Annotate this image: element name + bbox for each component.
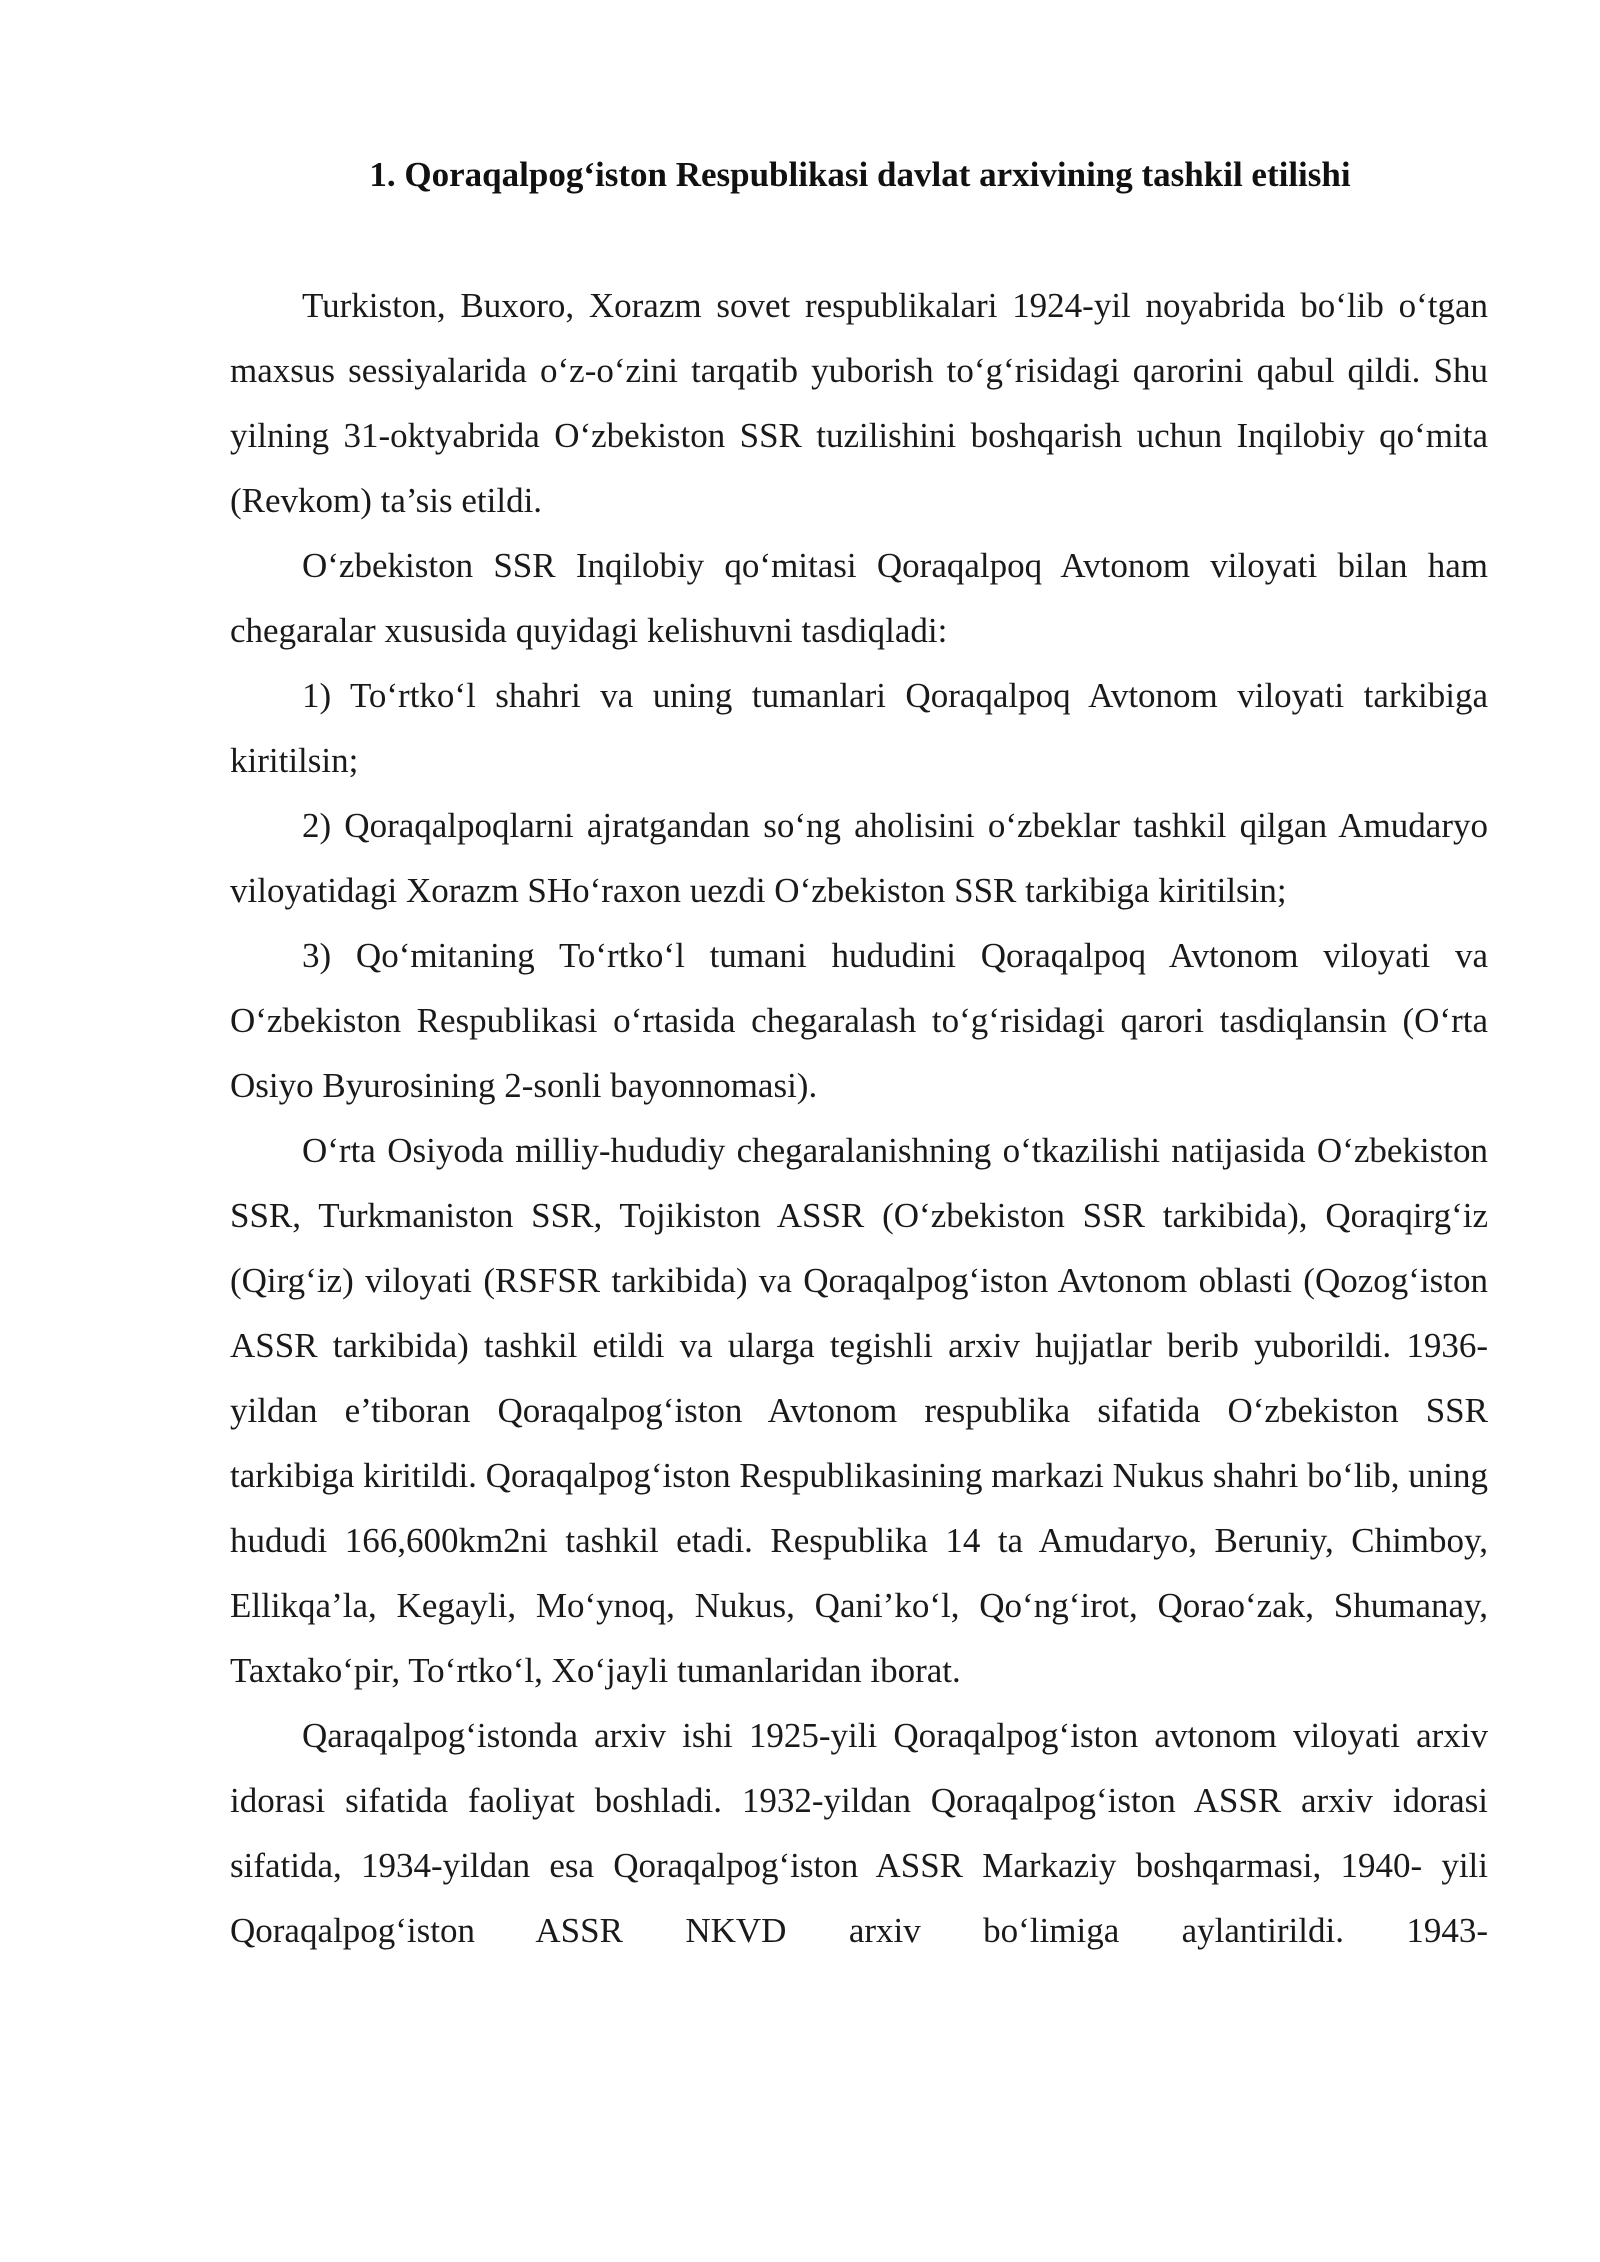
section-heading: 1. Qoraqalpog‘iston Respublikasi davlat arxivining tashkil etilishi <box>369 155 1351 194</box>
paragraph: Turkiston, Buxoro, Xorazm sovet respublikalari 1924-yil noyabrida bo‘lib o‘tgan maxsus sessiyalarida o‘z-o‘zini tarqatib yuborish to‘g‘risidagi qarorini qabul qildi. Shu yilning 31-oktyabrida O‘zbekiston SSR tuzilishini boshqarish uchun Inqilobiy qo‘mita (Revkom) ta’sis etildi. <box>230 286 1488 520</box>
list-item-paragraph: 3) Qo‘mitaning To‘rtko‘l tumani hududini Qoraqalpoq Avtonom viloyati va O‘zbekiston Respublikasi o‘rtasida chegaralash to‘g‘risidagi qarori tasdiqlansin (O‘rta Osiyo Byurosining 2-sonli bayonnomasi). <box>230 936 1488 1105</box>
list-item-paragraph: 1) To‘rtko‘l shahri va uning tumanlari Qoraqalpoq Avtonom viloyati tarkibiga kiritilsin; <box>230 676 1488 780</box>
paragraph: O‘rta Osiyoda milliy-hududiy chegaralanishning o‘tkazilishi natijasida O‘zbekiston SSR, Turkmaniston SSR, Tojikiston ASSR (O‘zbekiston SSR tarkibida), Qoraqirg‘iz (Qirg‘iz) viloyati (RSFSR tarkibida) va Qoraqalpog‘iston Avtonom oblasti (Qozog‘iston ASSR tarkibida) tashkil etildi va ularga tegishli arxiv hujjatlar berib yuborildi. 1936-yildan e’tiboran Qoraqalpog‘iston Avtonom respublika sifatida O‘zbekiston SSR tarkibiga kiritildi. Qoraqalpog‘iston Respublikasining markazi Nukus shahri bo‘lib, uning hududi 166,600km2ni tashkil etadi. Respublika 14 ta Amudaryo, Beruniy, Chimboy, Ellikqa’la, Kegayli, Mo‘ynoq, Nukus, Qani’ko‘l, Qo‘ng‘irot, Qorao‘zak, Shumanay, Taxtako‘pir, To‘rtko‘l, Xo‘jayli tumanlaridan iborat. <box>230 1131 1488 1690</box>
list-item-paragraph: 2) Qoraqalpoqlarni ajratgandan so‘ng aholisini o‘zbeklar tashkil qilgan Amudaryo viloyatidagi Xorazm SHo‘raxon uezdi O‘zbekiston SSR tarkibiga kiritilsin; <box>230 806 1488 910</box>
paragraph: O‘zbekiston SSR Inqilobiy qo‘mitasi Qoraqalpoq Avtonom viloyati bilan ham chegaralar xususida quyidagi kelishuvni tasdiqladi: <box>230 546 1488 650</box>
document-body <box>230 273 1488 1963</box>
paragraph: Qaraqalpog‘istonda arxiv ishi 1925-yili Qoraqalpog‘iston avtonom viloyati arxiv idorasi sifatida faoliyat boshladi. 1932-yildan Qoraqalpog‘iston ASSR arxiv idorasi sifatida, 1934-yildan esa Qoraqalpog‘iston ASSR Markaziy boshqarmasi, 1940- yili Qoraqalpog‘iston ASSR NKVD arxiv bo‘limiga aylantirildi. 1943- <box>230 1716 1488 1950</box>
